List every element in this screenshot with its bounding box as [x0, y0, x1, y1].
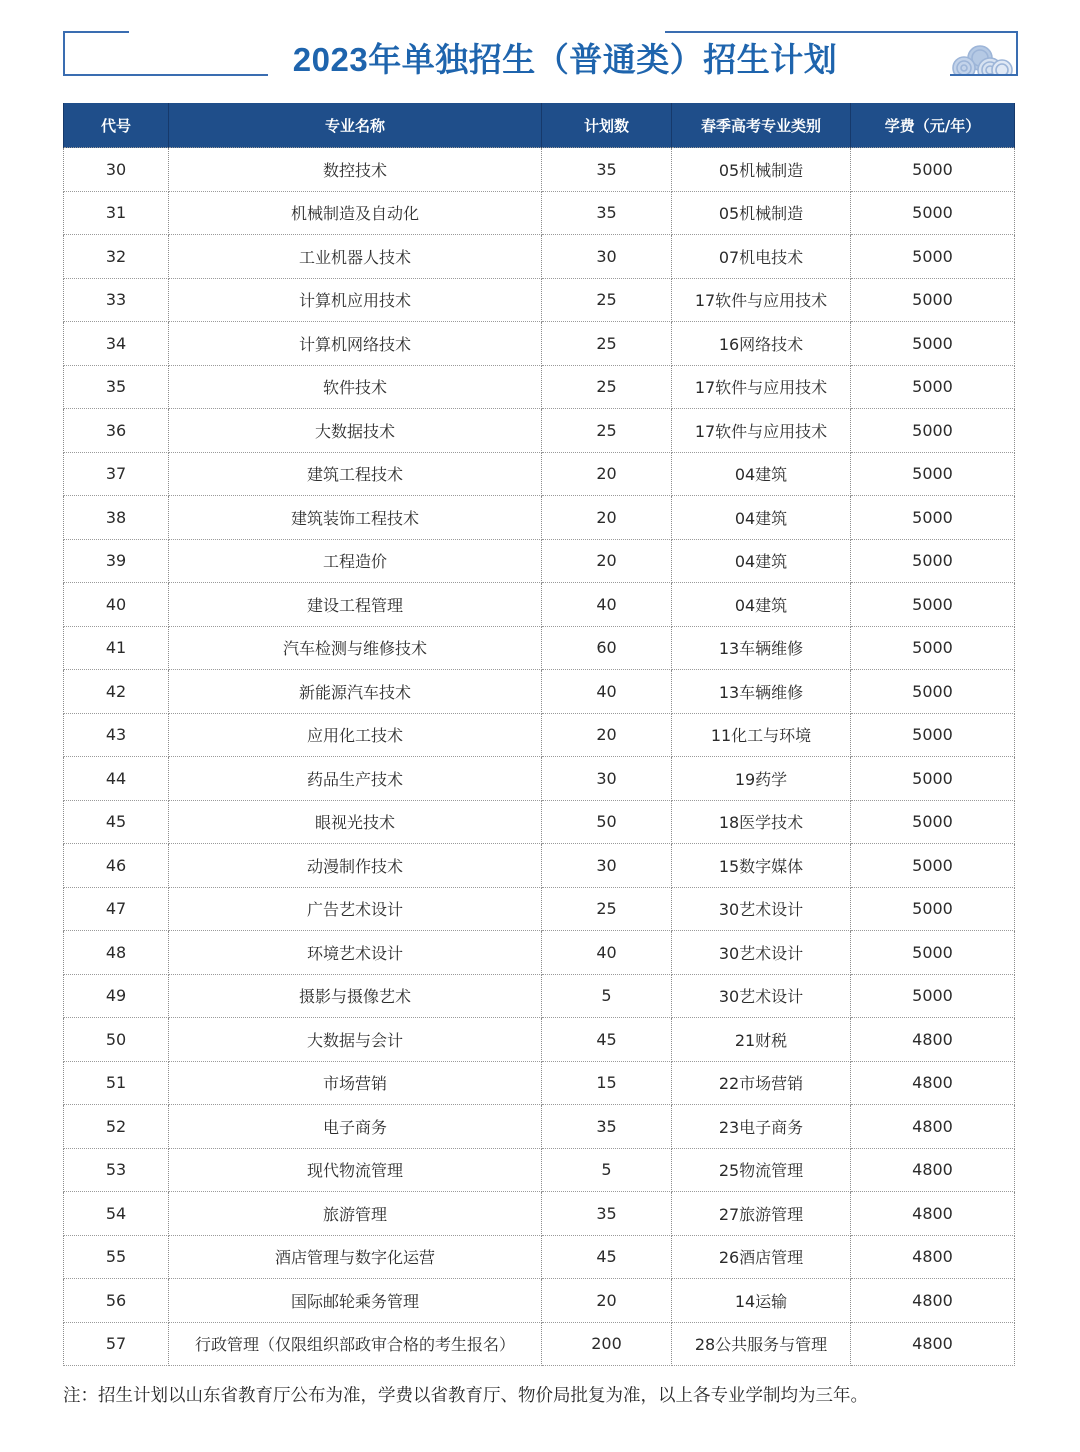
cell-code: 43 [64, 713, 169, 757]
table-row [64, 191, 1015, 235]
cell-major: 电子商务 [169, 1105, 542, 1149]
cell-category: 30艺术设计 [672, 931, 851, 975]
cell-code: 49 [64, 974, 169, 1018]
table-row [64, 496, 1015, 540]
cell-category: 14运输 [672, 1279, 851, 1323]
cell-quota: 35 [542, 1192, 672, 1236]
cell-major: 动漫制作技术 [169, 844, 542, 888]
cell-quota: 40 [542, 583, 672, 627]
cell-category: 21财税 [672, 1018, 851, 1062]
table-row [64, 1148, 1015, 1192]
cell-quota: 25 [542, 409, 672, 453]
table-header-row [64, 103, 1015, 148]
cell-category: 17软件与应用技术 [672, 365, 851, 409]
cell-code: 45 [64, 800, 169, 844]
cell-major: 应用化工技术 [169, 713, 542, 757]
cell-quota: 30 [542, 235, 672, 279]
cell-major: 大数据技术 [169, 409, 542, 453]
cell-major: 计算机网络技术 [169, 322, 542, 366]
table-row [64, 1279, 1015, 1323]
cell-major: 建设工程管理 [169, 583, 542, 627]
cell-fee: 5000 [851, 844, 1015, 888]
table-row [64, 409, 1015, 453]
cell-category: 22市场营销 [672, 1061, 851, 1105]
cloud-ornament-icon [950, 36, 1016, 76]
cell-quota: 5 [542, 1148, 672, 1192]
cell-major: 大数据与会计 [169, 1018, 542, 1062]
cell-major: 酒店管理与数字化运营 [169, 1235, 542, 1279]
cell-quota: 40 [542, 670, 672, 714]
cell-fee: 5000 [851, 409, 1015, 453]
cell-category: 28公共服务与管理 [672, 1322, 851, 1366]
cell-category: 19药学 [672, 757, 851, 801]
cell-fee: 5000 [851, 235, 1015, 279]
cell-category: 17软件与应用技术 [672, 409, 851, 453]
cell-code: 48 [64, 931, 169, 975]
table-row [64, 452, 1015, 496]
cell-code: 46 [64, 844, 169, 888]
table-row [64, 235, 1015, 279]
cell-major: 建筑装饰工程技术 [169, 496, 542, 540]
cell-major: 广告艺术设计 [169, 887, 542, 931]
cell-fee: 5000 [851, 800, 1015, 844]
cell-code: 30 [64, 148, 169, 192]
cell-code: 35 [64, 365, 169, 409]
enrollment-plan-table [63, 103, 1015, 1366]
cell-fee: 5000 [851, 583, 1015, 627]
cell-code: 53 [64, 1148, 169, 1192]
cell-major: 建筑工程技术 [169, 452, 542, 496]
table-row [64, 757, 1015, 801]
table-row [64, 1105, 1015, 1149]
footnote: 注：招生计划以山东省教育厅公布为准，学费以省教育厅、物价局批复为准，以上各专业学制均为三年。 [63, 1386, 868, 1406]
table-row [64, 1235, 1015, 1279]
table-row [64, 670, 1015, 714]
cell-category: 15数字媒体 [672, 844, 851, 888]
column-header-fee: 学费（元/年） [851, 103, 1015, 148]
cell-category: 25物流管理 [672, 1148, 851, 1192]
cell-code: 38 [64, 496, 169, 540]
table-row [64, 931, 1015, 975]
cell-code: 32 [64, 235, 169, 279]
table-row [64, 278, 1015, 322]
table-row [64, 713, 1015, 757]
cell-quota: 35 [542, 1105, 672, 1149]
cell-fee: 4800 [851, 1192, 1015, 1236]
cell-fee: 4800 [851, 1322, 1015, 1366]
cell-quota: 25 [542, 278, 672, 322]
cell-major: 国际邮轮乘务管理 [169, 1279, 542, 1323]
cell-major: 行政管理（仅限组织部政审合格的考生报名） [169, 1322, 542, 1366]
cell-code: 47 [64, 887, 169, 931]
frame-line [63, 74, 268, 76]
cell-code: 33 [64, 278, 169, 322]
cell-category: 13车辆维修 [672, 670, 851, 714]
cell-major: 环境艺术设计 [169, 931, 542, 975]
cell-category: 13车辆维修 [672, 626, 851, 670]
cell-code: 39 [64, 539, 169, 583]
cell-fee: 4800 [851, 1105, 1015, 1149]
cell-code: 41 [64, 626, 169, 670]
column-header-category: 春季高考专业类别 [672, 103, 851, 148]
cell-fee: 5000 [851, 670, 1015, 714]
table-row [64, 322, 1015, 366]
table-row [64, 148, 1015, 192]
cell-code: 42 [64, 670, 169, 714]
cell-fee: 5000 [851, 278, 1015, 322]
cell-quota: 20 [542, 713, 672, 757]
cell-fee: 4800 [851, 1061, 1015, 1105]
cell-category: 26酒店管理 [672, 1235, 851, 1279]
cell-quota: 25 [542, 887, 672, 931]
cell-major: 工程造价 [169, 539, 542, 583]
table-row [64, 626, 1015, 670]
table-row [64, 1018, 1015, 1062]
cell-fee: 4800 [851, 1279, 1015, 1323]
cell-category: 30艺术设计 [672, 887, 851, 931]
cell-major: 市场营销 [169, 1061, 542, 1105]
title-frame [0, 0, 1080, 95]
cell-fee: 5000 [851, 757, 1015, 801]
cell-fee: 5000 [851, 713, 1015, 757]
cell-quota: 30 [542, 757, 672, 801]
frame-line [63, 31, 129, 33]
cell-code: 37 [64, 452, 169, 496]
column-header-code: 代号 [64, 103, 169, 148]
cell-fee: 5000 [851, 452, 1015, 496]
table-row [64, 1192, 1015, 1236]
cell-category: 04建筑 [672, 496, 851, 540]
table-row [64, 583, 1015, 627]
cell-quota: 25 [542, 322, 672, 366]
cell-major: 药品生产技术 [169, 757, 542, 801]
cell-code: 56 [64, 1279, 169, 1323]
cell-fee: 4800 [851, 1018, 1015, 1062]
cell-category: 04建筑 [672, 539, 851, 583]
table-row [64, 800, 1015, 844]
cell-major: 工业机器人技术 [169, 235, 542, 279]
cell-fee: 5000 [851, 931, 1015, 975]
cell-category: 04建筑 [672, 452, 851, 496]
cell-code: 52 [64, 1105, 169, 1149]
cell-major: 汽车检测与维修技术 [169, 626, 542, 670]
cell-major: 眼视光技术 [169, 800, 542, 844]
cell-quota: 45 [542, 1235, 672, 1279]
cell-fee: 5000 [851, 365, 1015, 409]
cell-code: 55 [64, 1235, 169, 1279]
cell-quota: 20 [542, 452, 672, 496]
cell-category: 05机械制造 [672, 148, 851, 192]
cell-quota: 45 [542, 1018, 672, 1062]
cell-category: 11化工与环境 [672, 713, 851, 757]
cell-code: 51 [64, 1061, 169, 1105]
cell-category: 27旅游管理 [672, 1192, 851, 1236]
cell-code: 34 [64, 322, 169, 366]
cell-category: 04建筑 [672, 583, 851, 627]
cell-category: 23电子商务 [672, 1105, 851, 1149]
cell-quota: 5 [542, 974, 672, 1018]
cell-fee: 5000 [851, 322, 1015, 366]
cell-quota: 20 [542, 1279, 672, 1323]
cell-fee: 5000 [851, 626, 1015, 670]
cell-code: 54 [64, 1192, 169, 1236]
cell-quota: 30 [542, 844, 672, 888]
cell-major: 新能源汽车技术 [169, 670, 542, 714]
cell-quota: 15 [542, 1061, 672, 1105]
cell-code: 31 [64, 191, 169, 235]
table-row [64, 1061, 1015, 1105]
cell-fee: 5000 [851, 539, 1015, 583]
cell-fee: 4800 [851, 1148, 1015, 1192]
cell-category: 30艺术设计 [672, 974, 851, 1018]
cell-major: 摄影与摄像艺术 [169, 974, 542, 1018]
cell-fee: 5000 [851, 496, 1015, 540]
cell-quota: 50 [542, 800, 672, 844]
cell-quota: 20 [542, 496, 672, 540]
table-row [64, 539, 1015, 583]
cell-category: 16网络技术 [672, 322, 851, 366]
frame-line [665, 31, 1018, 33]
table-row [64, 365, 1015, 409]
table-row [64, 887, 1015, 931]
frame-line [63, 31, 65, 76]
cell-quota: 35 [542, 191, 672, 235]
table-row [64, 974, 1015, 1018]
cell-major: 现代物流管理 [169, 1148, 542, 1192]
cell-major: 软件技术 [169, 365, 542, 409]
cell-fee: 5000 [851, 974, 1015, 1018]
cell-category: 18医学技术 [672, 800, 851, 844]
page-title: 2023年单独招生（普通类）招生计划 [292, 41, 838, 78]
cell-quota: 60 [542, 626, 672, 670]
cell-quota: 25 [542, 365, 672, 409]
cell-fee: 5000 [851, 191, 1015, 235]
cell-category: 07机电技术 [672, 235, 851, 279]
cell-major: 旅游管理 [169, 1192, 542, 1236]
cell-quota: 200 [542, 1322, 672, 1366]
cell-quota: 40 [542, 931, 672, 975]
cell-fee: 5000 [851, 148, 1015, 192]
cell-fee: 5000 [851, 887, 1015, 931]
column-header-quota: 计划数 [542, 103, 672, 148]
frame-line [1016, 31, 1018, 76]
cell-major: 计算机应用技术 [169, 278, 542, 322]
cell-quota: 20 [542, 539, 672, 583]
table-row [64, 844, 1015, 888]
cell-code: 57 [64, 1322, 169, 1366]
cell-major: 机械制造及自动化 [169, 191, 542, 235]
cell-quota: 35 [542, 148, 672, 192]
cell-category: 17软件与应用技术 [672, 278, 851, 322]
cell-code: 36 [64, 409, 169, 453]
column-header-major: 专业名称 [169, 103, 542, 148]
cell-code: 44 [64, 757, 169, 801]
cell-code: 40 [64, 583, 169, 627]
table-row [64, 1322, 1015, 1366]
cell-code: 50 [64, 1018, 169, 1062]
cell-major: 数控技术 [169, 148, 542, 192]
cell-fee: 4800 [851, 1235, 1015, 1279]
cell-category: 05机械制造 [672, 191, 851, 235]
